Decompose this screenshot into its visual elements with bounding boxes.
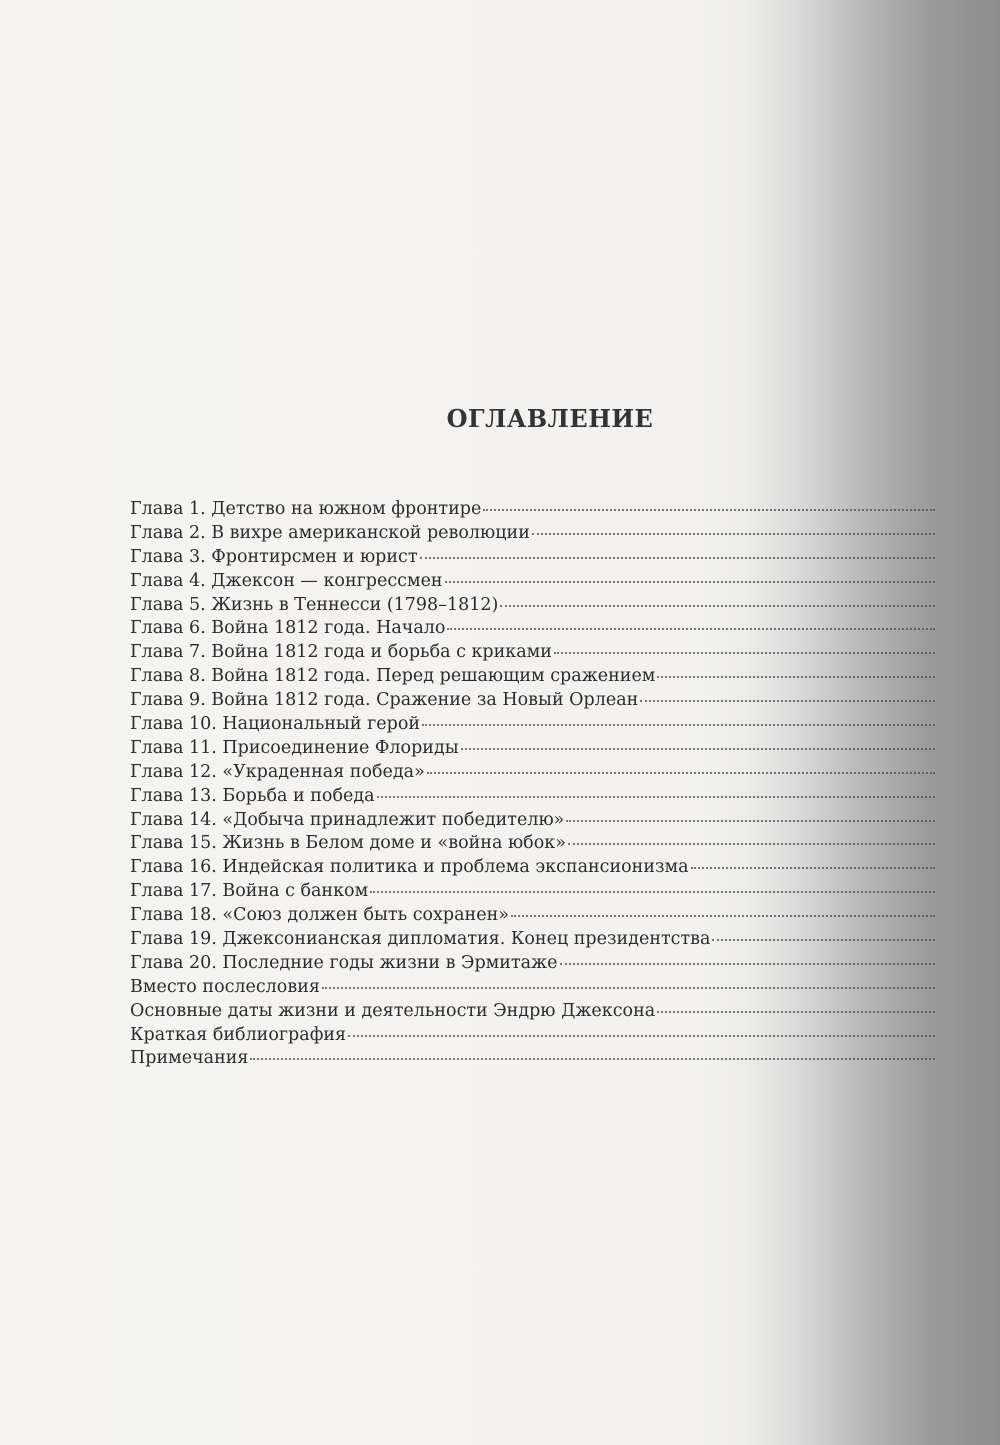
toc-entry — [130, 617, 965, 641]
toc-entry-title: Глава 19. Джексонианская дипломатия. Конец президентства — [130, 929, 711, 950]
toc-entry-title: Глава 13. Борьба и победа — [130, 785, 375, 806]
toc-entry — [130, 976, 965, 1000]
toc-entry-title: Краткая библиография — [130, 1024, 347, 1045]
toc-entry — [130, 665, 965, 689]
dot-leader — [377, 796, 935, 798]
toc-entry — [130, 809, 965, 833]
table-of-contents — [130, 498, 965, 1071]
toc-entry-title: Основные даты жизни и деятельности Эндрю Джексона — [130, 1000, 656, 1021]
toc-entry-title: Глава 9. Война 1812 года. Сражение за Новый Орлеан — [130, 690, 639, 711]
toc-entry — [130, 641, 965, 665]
toc-entry-title: Примечания — [130, 1048, 249, 1069]
dot-leader — [554, 652, 935, 654]
dot-leader — [532, 533, 935, 535]
toc-entry — [130, 498, 965, 522]
dot-leader — [483, 509, 935, 511]
toc-entry-title: Глава 17. Война с банком — [130, 881, 369, 902]
toc-entry-title: Глава 1. Детство на южном фронтире — [130, 499, 482, 519]
dot-leader — [566, 820, 935, 822]
dot-leader — [348, 1035, 935, 1037]
toc-entry-title: Глава 5. Жизнь в Теннесси (1798–1812) — [130, 594, 499, 615]
toc-entry — [130, 904, 965, 928]
dot-leader — [657, 1011, 935, 1013]
dot-leader — [691, 867, 935, 869]
dot-leader — [427, 772, 935, 774]
page-title: ОГЛАВЛЕНИЕ — [446, 404, 654, 434]
toc-entry-title: Глава 16. Индейская политика и проблема экспансионизма — [130, 857, 689, 878]
toc-entry-title: Глава 4. Джексон — конгрессмен — [130, 570, 443, 591]
toc-entry — [130, 737, 965, 761]
toc-entry-title: Глава 15. Жизнь в Белом доме и «война юбок» — [130, 833, 566, 854]
toc-entry — [130, 856, 965, 880]
dot-leader — [445, 581, 935, 583]
toc-entry — [130, 594, 965, 618]
toc-entry — [130, 785, 965, 809]
dot-leader — [370, 891, 935, 893]
dot-leader — [511, 915, 935, 917]
toc-entry — [130, 952, 965, 976]
dot-leader — [500, 605, 935, 607]
dot-leader — [568, 843, 935, 845]
toc-entry-title: Глава 11. Присоединение Флориды — [130, 737, 459, 758]
dot-leader — [640, 700, 935, 702]
dot-leader — [657, 676, 935, 678]
toc-entry-title: Глава 2. В вихре американской революции — [130, 522, 530, 543]
toc-entry-title: Глава 7. Война 1812 года и борьба с криками — [130, 642, 552, 663]
toc-entry — [130, 832, 965, 856]
toc-entry — [130, 689, 965, 713]
toc-entry — [130, 880, 965, 904]
toc-entry — [130, 761, 965, 785]
toc-entry — [130, 1000, 965, 1024]
toc-entry-title: Глава 12. «Украденная победа» — [130, 761, 425, 782]
toc-entry-title: Глава 20. Последние годы жизни в Эрмитаже — [130, 952, 558, 973]
toc-entry-title: Глава 8. Война 1812 года. Перед решающим сражением — [130, 666, 656, 687]
toc-entry — [130, 522, 965, 546]
dot-leader — [322, 987, 935, 989]
toc-entry — [130, 928, 965, 952]
toc-entry — [130, 546, 965, 570]
toc-entry-title: Глава 14. «Добыча принадлежит победителю» — [130, 809, 565, 830]
dot-leader — [461, 748, 935, 750]
dot-leader — [420, 557, 935, 559]
toc-entry — [130, 570, 965, 594]
toc-entry-title: Глава 6. Война 1812 года. Начало — [130, 618, 446, 639]
toc-entry — [130, 1047, 965, 1071]
toc-entry — [130, 713, 965, 737]
toc-entry — [130, 1024, 965, 1048]
toc-entry-title: Глава 10. Национальный герой — [130, 714, 421, 735]
toc-entry-title: Глава 3. Фронтирсмен и юрист — [130, 546, 418, 567]
toc-entry-title: Вместо послесловия — [130, 976, 320, 997]
dot-leader — [560, 963, 936, 965]
dot-leader — [422, 724, 935, 726]
dot-leader — [250, 1058, 935, 1060]
toc-entry-title: Глава 18. «Союз должен быть сохранен» — [130, 905, 509, 926]
dot-leader — [712, 939, 935, 941]
dot-leader — [447, 628, 935, 630]
